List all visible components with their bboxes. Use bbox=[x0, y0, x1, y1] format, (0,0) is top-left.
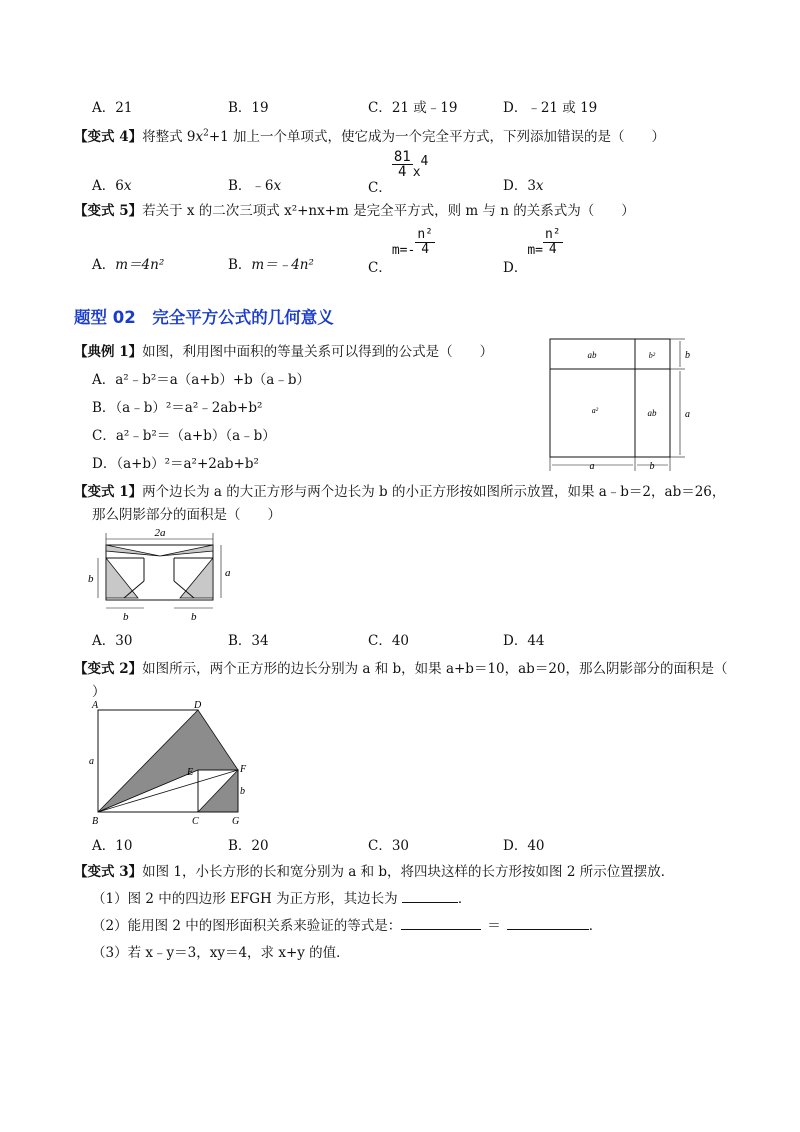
option-b: B．20 bbox=[228, 838, 269, 854]
option-a: A．6x bbox=[92, 178, 132, 194]
option-a: A．21 bbox=[92, 100, 133, 116]
point-d: D bbox=[194, 700, 202, 711]
fraction: $\frac{\text{n²}}{4}$ bbox=[417, 227, 433, 257]
label-b-bottom: b bbox=[649, 461, 655, 472]
fraction: $\frac{81}{4}$ bbox=[393, 149, 411, 180]
option-b: B．34 bbox=[228, 633, 269, 649]
option-c: C．m=- $\frac{\text{n²}}{4}$ bbox=[368, 227, 433, 276]
question-tag: 【典例 1】 bbox=[74, 344, 143, 360]
question-v5: 【变式 5】若关于 x 的二次三项式 x²+nx+m 是完全平方式，则 m 与 n 的关系式为（ ） bbox=[74, 203, 635, 219]
question-v1: 【变式 1】两个边长为 a 的大正方形与两个边长为 b 的小正方形按如图所示放置，如果 a﹣b＝2，ab＝26， bbox=[74, 484, 726, 500]
figure-two-squares bbox=[86, 525, 246, 625]
question-ex1: 【典例 1】如图，利用图中面积的等量关系可以得到的公式是（ ） bbox=[74, 344, 494, 360]
question-tag: 【变式 5】 bbox=[74, 203, 143, 219]
label-b2: b² bbox=[648, 351, 656, 360]
option-d: D．3x bbox=[503, 178, 544, 194]
question-v1-line2: 那么阴影部分的面积是（ ） bbox=[92, 507, 281, 523]
label-ab-right: ab bbox=[647, 408, 657, 418]
question-v2: 【变式 2】如图所示，两个正方形的边长分别为 a 和 b，如果 a+b＝10，ab＝20，那么阴影部分的面积是（ bbox=[74, 661, 728, 677]
option-d: D．（a+b）²＝a²+2ab+b² bbox=[92, 456, 259, 472]
question-v4: 【变式 4】将整式 $9x^2+1$ 加上一个单项式，使它成为一个完全平方式，下列添加错误的是（ ） bbox=[74, 128, 666, 145]
option-c: C．a²﹣b²＝（a+b）（a﹣b） bbox=[92, 428, 276, 444]
label-a: a bbox=[685, 409, 690, 420]
sub-question-2: （2）能用图 2 中的图形面积关系来验证的等式是： ＝ ． bbox=[92, 918, 603, 934]
label-b-br: b bbox=[191, 611, 197, 623]
fraction: $\frac{\text{n²}}{4}$ bbox=[544, 227, 561, 257]
option-d: D．m= $\frac{\text{n²}}{4}$ bbox=[503, 227, 561, 276]
label-a2: a² bbox=[591, 406, 599, 415]
question-tag: 【变式 3】 bbox=[74, 864, 143, 880]
answer-blank-left[interactable] bbox=[401, 917, 481, 930]
option-c: C．30 bbox=[368, 838, 410, 854]
point-a: A bbox=[92, 700, 99, 711]
option-b: B．（a﹣b）²＝a²﹣2ab+b² bbox=[92, 400, 263, 416]
label-2a: 2a bbox=[154, 527, 166, 539]
label-ab-top: ab bbox=[587, 350, 597, 360]
point-c: C bbox=[192, 816, 199, 827]
point-f: F bbox=[240, 764, 247, 775]
answer-blank[interactable] bbox=[402, 890, 458, 903]
label-a: a bbox=[89, 756, 94, 767]
label-b: b bbox=[685, 350, 690, 361]
option-a: A．10 bbox=[92, 838, 133, 854]
option-b: B．19 bbox=[228, 100, 269, 116]
figure-squares-abcdefg bbox=[84, 698, 264, 828]
answer-blank-right[interactable] bbox=[507, 917, 589, 930]
option-d: D．40 bbox=[503, 838, 545, 854]
label-b-left: b bbox=[88, 573, 94, 585]
label-a-bottom: a bbox=[589, 461, 595, 472]
option-c: C．40 bbox=[368, 633, 410, 649]
option-a: A．m＝4n² bbox=[92, 257, 165, 273]
sub-question-3: （3）若 x﹣y＝3，xy＝4，求 x+y 的值． bbox=[92, 945, 350, 961]
point-b: B bbox=[92, 816, 99, 827]
sub-question-1: （1）图 2 中的四边形 EFGH 为正方形，其边长为 ． bbox=[92, 891, 472, 907]
question-tag: 【变式 1】 bbox=[74, 484, 143, 500]
option-d: D．44 bbox=[503, 633, 545, 649]
option-c: C． $\frac{81}{4}$ $x^4$ bbox=[368, 149, 429, 196]
section-title: 题型 02 完全平方公式的几何意义 bbox=[74, 308, 334, 327]
label-a-right: a bbox=[225, 567, 231, 579]
point-g: G bbox=[232, 816, 240, 827]
label-b-bl: b bbox=[123, 611, 129, 623]
figure-square-areas bbox=[545, 336, 695, 476]
question-tag: 【变式 2】 bbox=[74, 661, 143, 677]
question-v3: 【变式 3】如图 1，小长方形的长和宽分别为 a 和 b，将四块这样的长方形按如图 2 所示位置摆放． bbox=[74, 864, 675, 880]
question-tag: 【变式 4】 bbox=[74, 129, 143, 145]
option-c: C．21 或﹣19 bbox=[368, 100, 458, 116]
question-v2-close: ） bbox=[92, 684, 106, 700]
point-e: E bbox=[187, 767, 194, 778]
option-a: A．a²﹣b²＝a（a+b）+b（a﹣b） bbox=[92, 372, 310, 388]
label-b: b bbox=[240, 786, 245, 797]
option-d: D．﹣21 或 19 bbox=[503, 100, 598, 116]
option-b: B．m＝﹣4n² bbox=[228, 257, 314, 273]
option-b: B．﹣6x bbox=[228, 178, 282, 194]
option-a: A．30 bbox=[92, 633, 133, 649]
